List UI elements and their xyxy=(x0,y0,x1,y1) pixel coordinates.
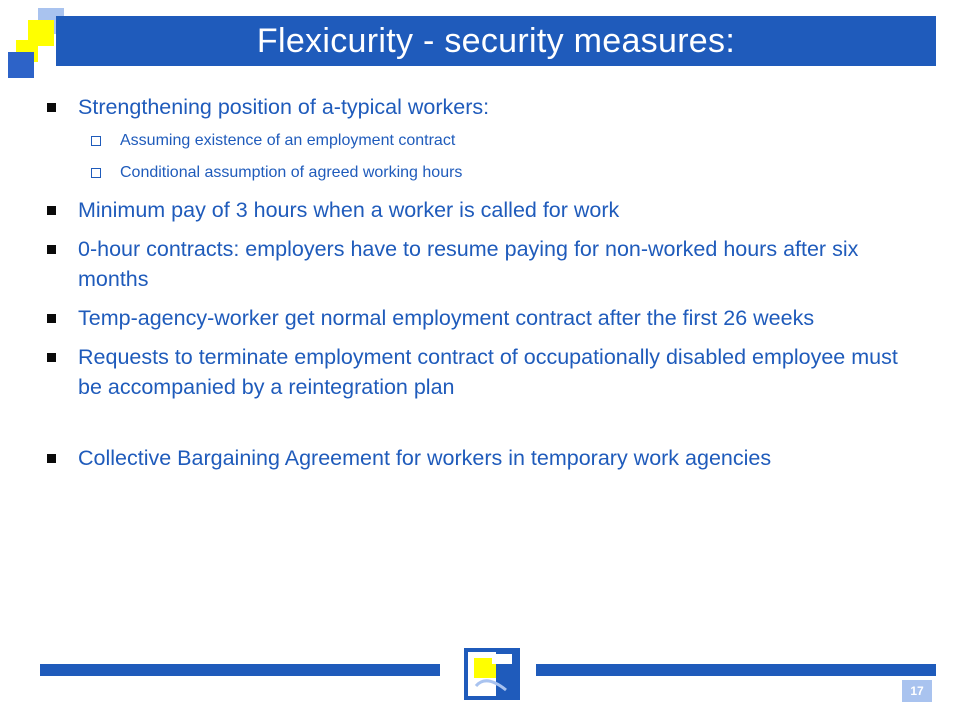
spacer xyxy=(44,411,924,443)
title-bar xyxy=(56,16,936,66)
bullet-item xyxy=(44,234,924,294)
sub-bullet-item xyxy=(44,131,924,151)
bullet-item xyxy=(44,303,924,333)
bullet-text: Requests to terminate employment contract of occupationally disabled employee must be accompanied by a reintegration plan xyxy=(78,345,898,399)
bullet-item xyxy=(44,443,924,473)
bullet-square-icon xyxy=(47,103,56,112)
bullet-text: Temp-agency-worker get normal employment contract after the first 26 weeks xyxy=(78,306,815,330)
logo-white-strip xyxy=(492,654,512,664)
bullet-text: Strengthening position of a-typical workers: xyxy=(78,95,490,119)
bullet-text: 0-hour contracts: employers have to resume paying for non-worked hours after six months xyxy=(78,237,859,291)
hollow-square-icon xyxy=(91,168,101,178)
page-number-badge xyxy=(902,680,932,702)
page-number: 17 xyxy=(910,684,924,698)
sub-bullet-list xyxy=(44,131,924,183)
footer-bar-right xyxy=(536,664,936,676)
bullet-square-icon xyxy=(47,454,56,463)
bullet-item xyxy=(44,342,924,402)
sub-bullet-item xyxy=(44,163,924,183)
decor-square-blue xyxy=(8,52,34,78)
sub-bullet-text: Conditional assumption of agreed working hours xyxy=(120,164,463,181)
bullet-text: Minimum pay of 3 hours when a worker is called for work xyxy=(78,198,620,222)
bullet-square-icon xyxy=(47,353,56,362)
bullet-text: Collective Bargaining Agreement for workers in temporary work agencies xyxy=(78,446,772,470)
sub-bullet-text: Assuming existence of an employment contract xyxy=(120,132,456,149)
bullet-square-icon xyxy=(47,206,56,215)
bullet-square-icon xyxy=(47,314,56,323)
bullet-item xyxy=(44,195,924,225)
slide-title: Flexicurity - security measures: xyxy=(256,21,736,60)
bullet-item xyxy=(44,92,924,122)
footer-bar-left xyxy=(40,664,440,676)
logo-icon xyxy=(462,646,522,702)
slide-content xyxy=(44,92,924,482)
bullet-square-icon xyxy=(47,245,56,254)
hollow-square-icon xyxy=(91,136,101,146)
